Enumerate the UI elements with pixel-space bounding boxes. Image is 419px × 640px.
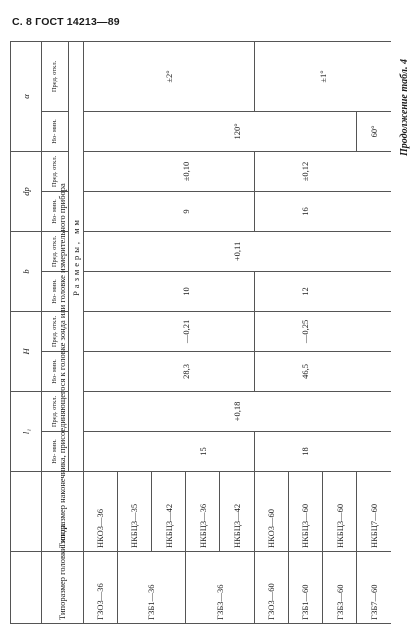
l1-60: 18 — [288, 432, 322, 472]
sub-tol-alpha: Пред. откл. — [42, 41, 69, 111]
cap-cell: НКБЦ3—36 — [186, 472, 220, 552]
sub-nom-b: Но- мин. — [42, 271, 69, 311]
sizes-title: Размеры, мм — [69, 41, 84, 471]
dp-36: 9 — [151, 191, 219, 231]
H-60: 46,5 — [288, 351, 322, 391]
alpha-60: 60° — [357, 111, 391, 151]
group-b: b — [11, 231, 42, 311]
sub-tol-l1: Пред. откл. — [42, 391, 69, 431]
dp-tol-60: ±0,12 — [288, 151, 322, 191]
group-H: H — [11, 311, 42, 391]
H-tol-60: —0,25 — [288, 311, 322, 351]
continuation-label: Продолжение табл. 4 — [399, 58, 410, 156]
probe-cell: ГЗБ1—36 — [117, 552, 185, 624]
b-36: 10 — [151, 271, 219, 311]
rotated-table-sheet — [0, 36, 419, 626]
probe-cell: ГЗБ7—60 — [357, 552, 391, 624]
cap-cell: НКБЦ3—60 — [288, 472, 322, 552]
probe-cell: ГЗБ1—60 — [288, 552, 322, 624]
probe-cell: ГЗБ3—36 — [186, 552, 254, 624]
dimensions-table — [10, 41, 391, 624]
group-dp: dр — [11, 151, 42, 231]
cap-cell: НКБЦ3—42 — [151, 472, 185, 552]
l1-36: 15 — [151, 432, 254, 472]
cap-cell: НКО3—36 — [83, 472, 117, 552]
probe-cell: ГЗО3—36 — [83, 552, 117, 624]
alpha-tol-36: ±2° — [83, 41, 254, 111]
l1-tol: +0,18 — [186, 391, 289, 431]
col-cap-type: Типоразмер наконечника, присоединяющегося к головке зонда или головке измерительного прибора — [42, 472, 83, 552]
cap-cell: НКБЦ7—60 — [357, 472, 391, 552]
page-header: С. 8 ГОСТ 14213—89 — [12, 16, 120, 28]
cap-cell: НКБЦ3—42 — [220, 472, 254, 552]
alpha-common: 120° — [186, 111, 289, 151]
b-tol: +0,11 — [186, 231, 289, 271]
dp-tol-36: ±0,10 — [151, 151, 219, 191]
group-l1: l₁ — [11, 391, 42, 471]
cap-cell: НКБЦ3—60 — [322, 472, 356, 552]
sub-nom-alpha: Но- мин. — [42, 111, 69, 151]
dp-60: 16 — [288, 191, 322, 231]
cap-cell: НКБЦ3—35 — [117, 472, 151, 552]
col-probe-type: Типоразмер головки зонда — [42, 552, 83, 624]
H-tol-36: —0,21 — [151, 311, 219, 351]
group-alpha: α — [11, 41, 42, 151]
cap-cell: НКО3—60 — [254, 472, 288, 552]
b-60: 12 — [288, 271, 322, 311]
probe-cell: ГЗО3—60 — [254, 552, 288, 624]
sub-nom-H: Но- мин. — [42, 351, 69, 391]
sub-tol-b: Пред. откл. — [42, 231, 69, 271]
sub-nom-l1: Но- мин. — [42, 432, 69, 472]
sub-tol-dp: Пред. откл. — [42, 151, 69, 191]
sub-tol-H: Пред. откл. — [42, 311, 69, 351]
alpha-tol-60: ±1° — [254, 41, 391, 111]
probe-cell: ГЗБ3—60 — [322, 552, 356, 624]
H-36: 28,3 — [151, 351, 219, 391]
sub-nom-dp: Но- мин. — [42, 191, 69, 231]
